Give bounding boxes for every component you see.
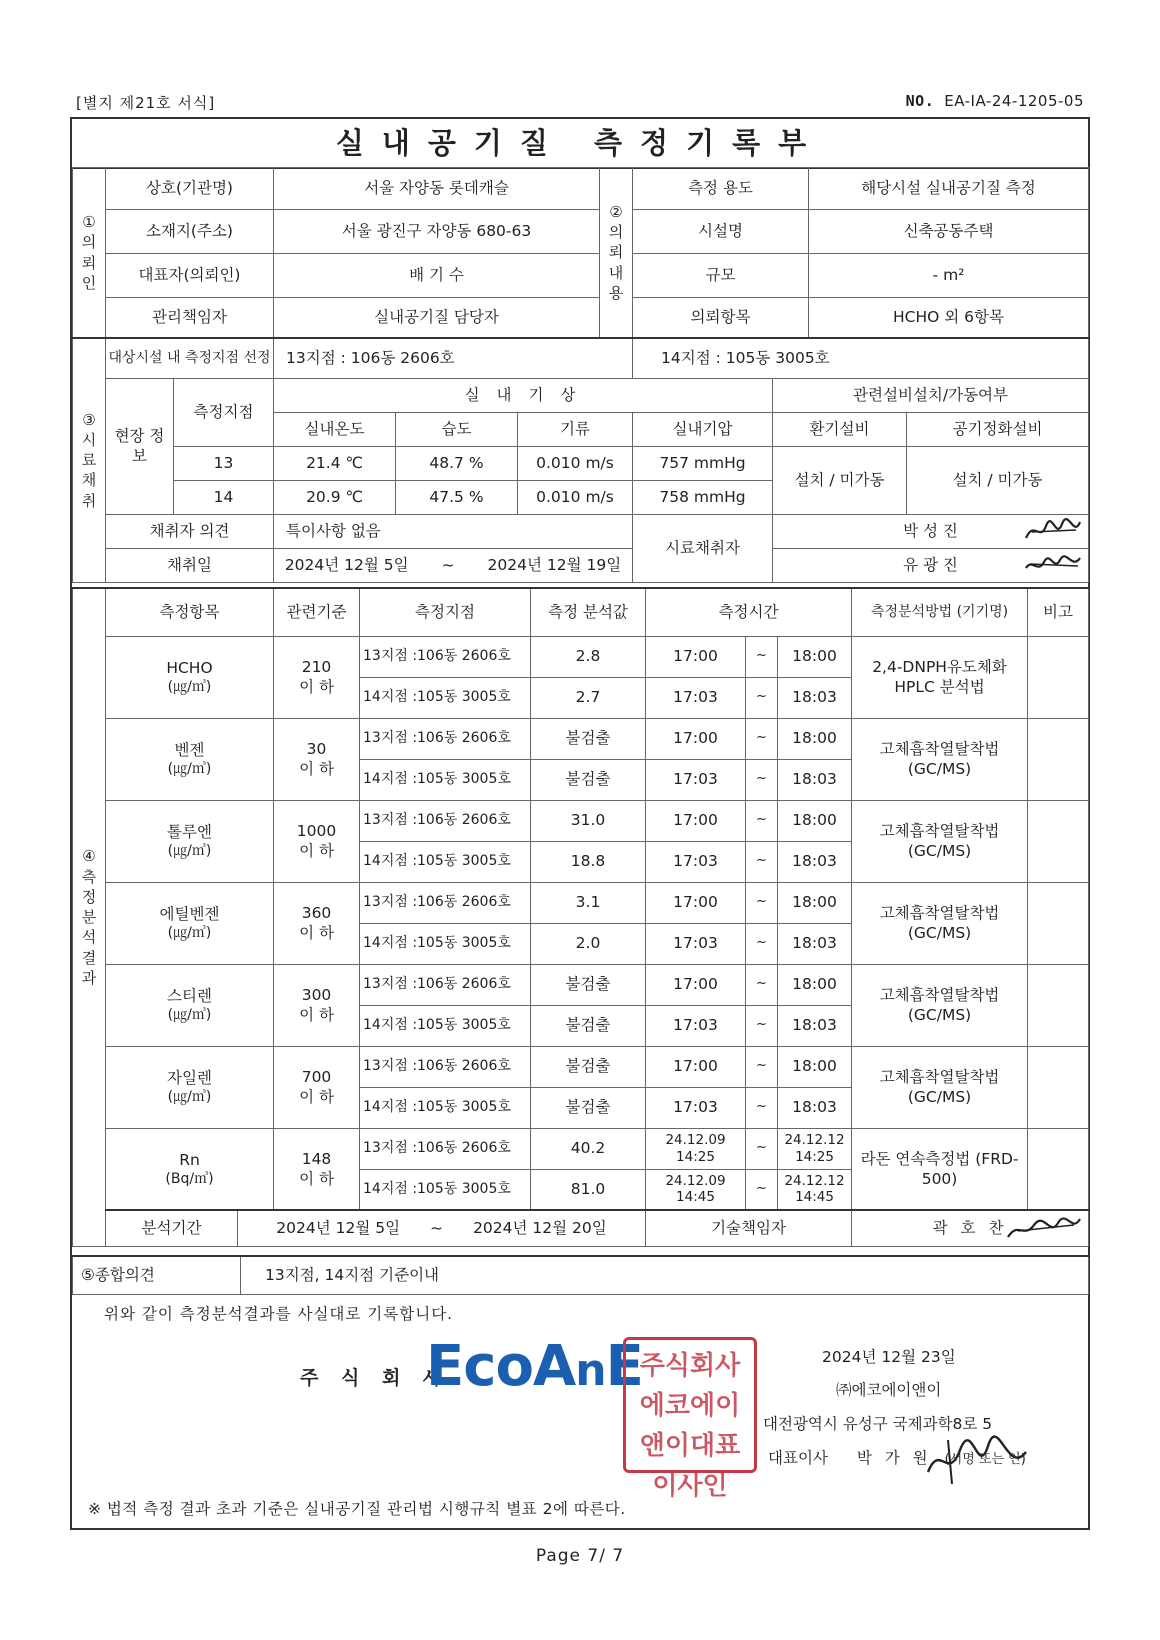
method-cell: 고체흡착열탈착법 (GC/MS) <box>852 1046 1028 1128</box>
period-from: 2024년 12월 5일 <box>276 1219 401 1238</box>
temp-cell: 20.9 ℃ <box>274 480 396 514</box>
pressure-cell: 758 mmHg <box>633 480 773 514</box>
time-tilde: ~ <box>746 1087 778 1128</box>
start-time-cell: 17:03 <box>646 677 746 718</box>
date-label: 채취일 <box>106 548 274 582</box>
airflow-cell: 0.010 m/s <box>518 446 633 480</box>
date-tilde: ~ <box>441 555 455 574</box>
sampler2-cell <box>773 548 1089 582</box>
airflow-cell: 0.010 m/s <box>518 480 633 514</box>
point-cell: 14지점 :105동 3005호 <box>360 759 531 800</box>
period-range <box>238 1210 646 1246</box>
section1-label: ① 의 뢰 인 <box>73 168 106 338</box>
value-cell: 불검출 <box>531 964 646 1005</box>
field-label: 상호(기관명) <box>106 168 274 210</box>
end-time-cell: 18:00 <box>778 1046 852 1087</box>
ventilation-status: 설치 / 미가동 <box>773 446 907 514</box>
item-unit: (㎍/㎥) <box>167 760 212 777</box>
item-name-cell <box>106 636 274 718</box>
value-cell: 18.8 <box>531 841 646 882</box>
points-label: 대상시설 내 측정지점 선정 <box>106 338 274 378</box>
value-cell: 2.7 <box>531 677 646 718</box>
standard-value: 300 <box>301 985 332 1004</box>
point-cell: 13지점 :106동 2606호 <box>360 882 531 923</box>
point-cell: 13지점 :106동 2606호 <box>360 1046 531 1087</box>
signature-icon <box>1004 1213 1084 1243</box>
logo-n: n <box>575 1345 606 1396</box>
end-time-cell: 18:00 <box>778 964 852 1005</box>
signature-icon <box>1022 516 1084 546</box>
time-tilde: ~ <box>746 800 778 841</box>
item-unit: (㎍/㎥) <box>167 842 212 859</box>
field-label: 관리책임자 <box>106 298 274 338</box>
ventilation-header: 환기설비 <box>773 412 907 446</box>
item-unit: (㎍/㎥) <box>167 924 212 941</box>
method-cell: 고체흡착열탈착법 (GC/MS) <box>852 964 1028 1046</box>
field-label: 측정 용도 <box>633 168 809 210</box>
start-time-cell: 17:03 <box>646 759 746 800</box>
point13-selection: 13지점 : 106동 2606호 <box>274 338 633 378</box>
value-cell: 불검출 <box>531 1005 646 1046</box>
point-cell: 13지점 :106동 2606호 <box>360 800 531 841</box>
start-time-cell: 17:00 <box>646 964 746 1005</box>
purifier-status: 설치 / 미가동 <box>907 446 1089 514</box>
item-name-cell <box>106 718 274 800</box>
opinion-label: 채취자 의견 <box>106 514 274 548</box>
point-cell: 14지점 :105동 3005호 <box>360 1169 531 1210</box>
time-tilde: ~ <box>746 841 778 882</box>
point-cell: 14지점 :105동 3005호 <box>360 841 531 882</box>
start-time-cell: 17:00 <box>646 882 746 923</box>
company-seal <box>623 1337 757 1501</box>
summary-value: 13지점, 14지점 기준이내 <box>241 1256 1089 1294</box>
no-label: NO. <box>905 92 935 110</box>
value-column-header: 측정 분석값 <box>531 588 646 636</box>
item-name: 벤젠 <box>174 740 205 759</box>
item-unit: (㎍/㎥) <box>167 1088 212 1105</box>
time-tilde: ~ <box>746 964 778 1005</box>
item-name-cell <box>106 964 274 1046</box>
method-column-header: 측정분석방법 (기기명) <box>852 588 1028 636</box>
item-name: 자일렌 <box>167 1068 212 1087</box>
start-time-cell: 17:00 <box>646 636 746 677</box>
start-time-cell: 24.12.09 14:25 <box>646 1128 746 1169</box>
point-cell: 13 <box>174 446 274 480</box>
date-range <box>274 548 633 582</box>
document-number-value: EA-IA-24-1205-05 <box>944 92 1084 110</box>
standard-cell <box>274 718 360 800</box>
section5-label: ⑤종합의견 <box>73 1256 241 1294</box>
remarks-cell <box>1028 1128 1089 1210</box>
field-info-label: 현장 정보 <box>106 378 174 514</box>
field-value: 배 기 수 <box>274 254 600 298</box>
standard-column-header: 관련기준 <box>274 588 360 636</box>
start-time-cell: 17:03 <box>646 1005 746 1046</box>
item-unit: (Bq/㎥) <box>165 1170 214 1187</box>
field-value: - m² <box>809 254 1089 298</box>
field-value: 실내공기질 담당자 <box>274 298 600 338</box>
start-time-cell: 17:00 <box>646 718 746 759</box>
end-time-cell: 18:03 <box>778 1087 852 1128</box>
standard-comparator: 이 하 <box>299 1088 334 1106</box>
value-cell: 불검출 <box>531 1087 646 1128</box>
ceo-label: 대표이사 <box>768 1449 828 1467</box>
standard-comparator: 이 하 <box>299 924 334 942</box>
end-time-cell: 24.12.12 14:45 <box>778 1169 852 1210</box>
remarks-cell <box>1028 1046 1089 1128</box>
analysis-results-table <box>72 587 1089 1247</box>
time-column-header: 측정시간 <box>646 588 852 636</box>
value-cell: 불검출 <box>531 718 646 759</box>
remarks-cell <box>1028 964 1089 1046</box>
field-value: 해당시설 실내공기질 측정 <box>809 168 1089 210</box>
date-to: 2024년 12월 19일 <box>487 555 622 574</box>
ceo-name: 박 가 원 <box>856 1449 932 1467</box>
end-time-cell: 18:03 <box>778 1005 852 1046</box>
date-from: 2024년 12월 5일 <box>284 555 409 574</box>
form-number-label: [별지 제21호 서식] <box>76 94 216 112</box>
point-cell: 13지점 :106동 2606호 <box>360 718 531 759</box>
tech-name-cell <box>852 1210 1089 1246</box>
start-time-cell: 17:03 <box>646 923 746 964</box>
temp-header: 실내온도 <box>274 412 396 446</box>
field-label: 대표자(의뢰인) <box>106 254 274 298</box>
method-cell: 라돈 연속측정법 (FRD-500) <box>852 1128 1028 1210</box>
ceo-seal-mark: (서명 또는 인) <box>944 1452 1026 1467</box>
issuer-address: 대전광역시 유성구 국제과학8로 5 <box>763 1415 993 1433</box>
start-time-cell: 17:00 <box>646 800 746 841</box>
standard-cell <box>274 1046 360 1128</box>
humidity-cell: 47.5 % <box>396 480 518 514</box>
tech-name: 곽 호 찬 <box>932 1219 1008 1238</box>
end-time-cell: 18:03 <box>778 759 852 800</box>
field-value: 서울 자양동 롯데캐슬 <box>274 168 600 210</box>
requester-table <box>72 167 1089 338</box>
section2-label: ② 의 뢰 내 용 <box>600 168 633 338</box>
start-time-cell: 17:00 <box>646 1046 746 1087</box>
method-cell: 고체흡착열탈착법 (GC/MS) <box>852 882 1028 964</box>
standard-cell <box>274 800 360 882</box>
value-cell: 31.0 <box>531 800 646 841</box>
point-column-header: 측정지점 <box>360 588 531 636</box>
time-tilde: ~ <box>746 636 778 677</box>
tech-label: 기술책임자 <box>646 1210 852 1246</box>
section4-label: ④ 측 정 분 석 결 과 <box>73 588 106 1246</box>
end-time-cell: 18:00 <box>778 800 852 841</box>
standard-comparator: 이 하 <box>299 678 334 696</box>
item-name-cell <box>106 800 274 882</box>
legal-note: ※ 법적 측정 결과 초과 기준은 실내공기질 관리법 시행규칙 별표 2에 따른다. <box>88 1500 626 1518</box>
document-title: 실내공기질 측정기록부 <box>72 119 1088 169</box>
signature-icon <box>1022 550 1084 580</box>
item-unit: (㎍/㎥) <box>167 1006 212 1023</box>
standard-cell <box>274 1128 360 1210</box>
start-time-cell: 17:03 <box>646 1087 746 1128</box>
item-unit: (㎍/㎥) <box>167 678 212 695</box>
standard-cell <box>274 882 360 964</box>
field-value: HCHO 외 6항목 <box>809 298 1089 338</box>
remarks-cell <box>1028 636 1089 718</box>
value-cell: 불검출 <box>531 1046 646 1087</box>
method-cell: 2,4-DNPH유도체화 HPLC 분석법 <box>852 636 1028 718</box>
sampler1-name: 박 성 진 <box>903 521 958 540</box>
standard-comparator: 이 하 <box>299 1169 334 1188</box>
equipment-header: 관련설비설치/가동여부 <box>773 378 1089 412</box>
standard-value: 1000 <box>296 821 337 840</box>
company-logo <box>426 1334 643 1399</box>
standard-value: 700 <box>301 1067 332 1086</box>
time-tilde: ~ <box>746 1046 778 1087</box>
sampler-label: 시료채취자 <box>633 514 773 582</box>
item-column-header: 측정항목 <box>106 588 274 636</box>
period-tilde: ~ <box>430 1219 444 1238</box>
end-time-cell: 18:03 <box>778 677 852 718</box>
seal-text: 주식회사에코에이앤이대표이사인 <box>639 1351 741 1501</box>
item-name-cell <box>106 1046 274 1128</box>
remarks-cell <box>1028 800 1089 882</box>
item-name: 스티렌 <box>167 986 212 1005</box>
remarks-cell <box>1028 882 1089 964</box>
value-cell: 2.0 <box>531 923 646 964</box>
item-name: HCHO <box>166 658 213 677</box>
standard-comparator: 이 하 <box>299 842 334 860</box>
standard-comparator: 이 하 <box>299 760 334 778</box>
period-to: 2024년 12월 20일 <box>473 1219 607 1238</box>
point-cell: 14지점 :105동 3005호 <box>360 923 531 964</box>
standard-value: 360 <box>301 903 332 922</box>
statement: 위와 같이 측정분석결과를 사실대로 기록합니다. <box>104 1305 454 1323</box>
field-value: 서울 광진구 자양동 680-63 <box>274 210 600 254</box>
field-label: 시설명 <box>633 210 809 254</box>
time-tilde: ~ <box>746 882 778 923</box>
humidity-cell: 48.7 % <box>396 446 518 480</box>
ceo-signature-icon <box>918 1432 1038 1488</box>
value-cell: 3.1 <box>531 882 646 923</box>
value-cell: 40.2 <box>531 1128 646 1169</box>
remarks-cell <box>1028 718 1089 800</box>
method-cell: 고체흡착열탈착법 (GC/MS) <box>852 800 1028 882</box>
time-tilde: ~ <box>746 718 778 759</box>
standard-value: 148 <box>301 1149 332 1168</box>
sampling-table <box>72 337 1089 583</box>
standard-value: 210 <box>301 657 332 676</box>
time-tilde: ~ <box>746 1128 778 1169</box>
issuer-company: ㈜에코에이앤이 <box>836 1381 942 1399</box>
logo-main: EcoA <box>426 1334 576 1399</box>
point-cell: 13지점 :106동 2606호 <box>360 1128 531 1169</box>
point-cell: 14지점 :105동 3005호 <box>360 1087 531 1128</box>
humidity-header: 습도 <box>396 412 518 446</box>
end-time-cell: 18:00 <box>778 636 852 677</box>
point-cell: 13지점 :106동 2606호 <box>360 964 531 1005</box>
end-time-cell: 24.12.12 14:25 <box>778 1128 852 1169</box>
company-prefix: 주 식 회 사 <box>300 1367 450 1389</box>
standard-cell <box>274 636 360 718</box>
purifier-header: 공기정화설비 <box>907 412 1089 446</box>
time-tilde: ~ <box>746 1005 778 1046</box>
end-time-cell: 18:00 <box>778 882 852 923</box>
period-label: 분석기간 <box>106 1210 238 1246</box>
method-cell: 고체흡착열탈착법 (GC/MS) <box>852 718 1028 800</box>
page-number: Page 7/ 7 <box>535 1546 625 1566</box>
weather-header: 실 내 기 상 <box>274 378 773 412</box>
sampler2-name: 유 광 진 <box>903 555 958 574</box>
end-time-cell: 18:03 <box>778 923 852 964</box>
logo-e: E <box>605 1334 643 1399</box>
point-cell: 14지점 :105동 3005호 <box>360 677 531 718</box>
item-name-cell <box>106 1128 274 1210</box>
field-value: 신축공동주택 <box>809 210 1089 254</box>
end-time-cell: 18:03 <box>778 841 852 882</box>
time-tilde: ~ <box>746 1169 778 1210</box>
value-cell: 81.0 <box>531 1169 646 1210</box>
summary-table <box>72 1255 1089 1295</box>
point-column-header: 측정지점 <box>174 378 274 446</box>
point-cell: 13지점 :106동 2606호 <box>360 636 531 677</box>
field-label: 의뢰항목 <box>633 298 809 338</box>
section3-label: ③ 시 료 채 취 <box>73 338 106 582</box>
point14-selection: 14지점 : 105동 3005호 <box>633 338 1089 378</box>
field-label: 규모 <box>633 254 809 298</box>
pressure-cell: 757 mmHg <box>633 446 773 480</box>
airflow-header: 기류 <box>518 412 633 446</box>
time-tilde: ~ <box>746 759 778 800</box>
document-number <box>906 92 1084 110</box>
opinion-value: 특이사항 없음 <box>274 514 633 548</box>
point-cell: 14지점 :105동 3005호 <box>360 1005 531 1046</box>
value-cell: 2.8 <box>531 636 646 677</box>
item-name-cell <box>106 882 274 964</box>
item-name: 톨루엔 <box>167 822 212 841</box>
time-tilde: ~ <box>746 923 778 964</box>
value-cell: 불검출 <box>531 759 646 800</box>
remarks-column-header: 비고 <box>1028 588 1089 636</box>
issue-date: 2024년 12월 23일 <box>822 1348 956 1366</box>
item-name: 에틸벤젠 <box>159 904 220 923</box>
standard-cell <box>274 964 360 1046</box>
start-time-cell: 17:03 <box>646 841 746 882</box>
sampler1-cell <box>773 514 1089 548</box>
point-cell: 14 <box>174 480 274 514</box>
standard-comparator: 이 하 <box>299 1006 334 1024</box>
time-tilde: ~ <box>746 677 778 718</box>
end-time-cell: 18:00 <box>778 718 852 759</box>
start-time-cell: 24.12.09 14:45 <box>646 1169 746 1210</box>
pressure-header: 실내기압 <box>633 412 773 446</box>
standard-value: 30 <box>306 739 327 758</box>
field-label: 소재지(주소) <box>106 210 274 254</box>
temp-cell: 21.4 ℃ <box>274 446 396 480</box>
item-name: Rn <box>179 1150 200 1169</box>
